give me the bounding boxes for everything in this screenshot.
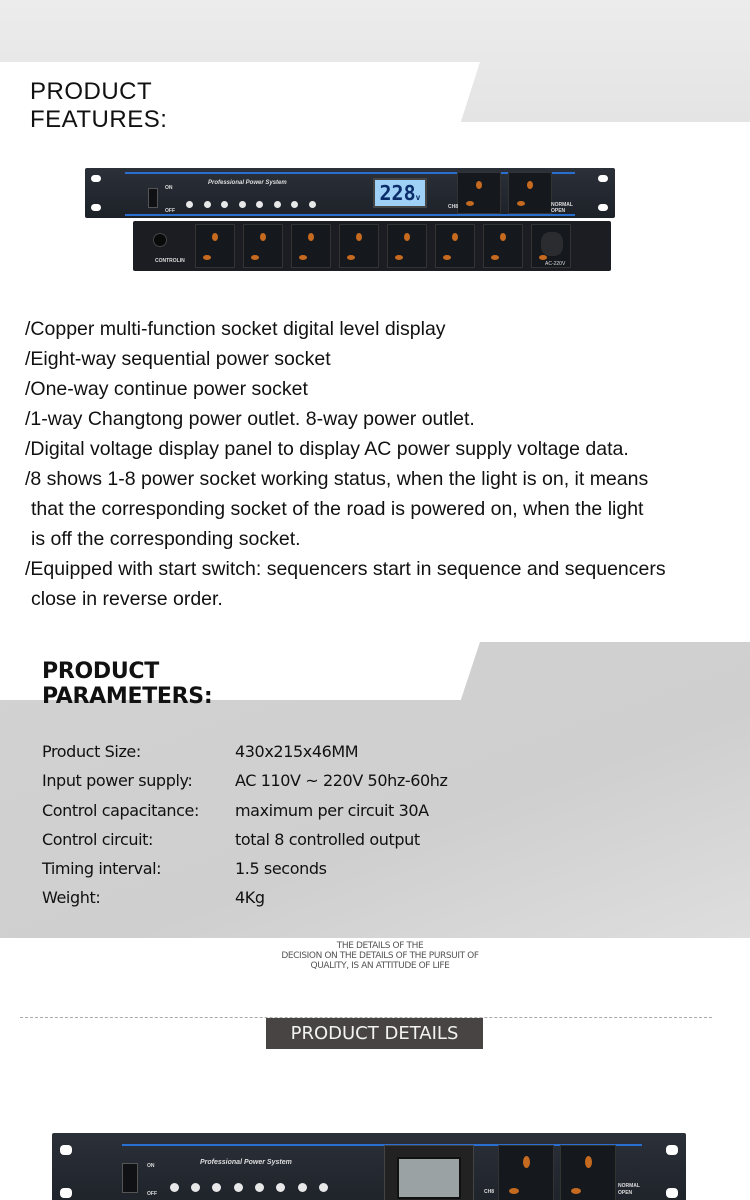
product-image-sequencer: ON OFF Professional Power System 228v CH8 NORMAL OPEN CONTROLIN AC-220V <box>85 168 615 273</box>
feature-item: /1-way Changtong power outlet. 8-way power outlet. <box>25 408 475 430</box>
socket-ch8 <box>457 172 501 214</box>
product-image-detail: ON OFF Professional Power System CH8 NORMAL OPEN <box>52 1133 686 1200</box>
control-jack-icon <box>153 233 167 247</box>
feature-item: /Eight-way sequential power socket <box>25 348 331 370</box>
product-details-label: PRODUCT DETAILS <box>266 1018 483 1049</box>
socket-normal-open <box>508 172 552 214</box>
feature-item: /Equipped with start switch: sequencers start in sequence and sequencers <box>25 558 666 580</box>
brand-text: Professional Power System <box>208 180 287 186</box>
feature-item: /One-way continue power socket <box>25 378 308 400</box>
feature-item-continued: that the corresponding socket of the road is powered on, when the light <box>31 498 644 520</box>
feature-item-continued: close in reverse order. <box>31 588 223 610</box>
voltage-lcd: 228v <box>373 178 427 208</box>
feature-item-continued: is off the corresponding socket. <box>31 528 301 550</box>
feature-item: /Copper multi-function socket digital level display <box>25 318 446 340</box>
features-title: PRODUCT FEATURES: <box>30 78 168 133</box>
features-list <box>25 314 666 614</box>
power-switch-icon <box>148 188 158 208</box>
feature-item: /8 shows 1-8 power socket working status, when the light is on, it means <box>25 468 649 490</box>
slogan-text: THE DETAILS OF THE DECISION ON THE DETAILS OF THE PURSUIT OF QUALITY, IS AN ATTITUDE OF LIFE <box>281 941 479 971</box>
lcd-blank <box>397 1157 461 1199</box>
feature-item: /Digital voltage display panel to display AC power supply voltage data. <box>25 438 629 460</box>
ac-inlet-icon <box>541 232 563 256</box>
parameters-title: PRODUCT PARAMETERS: <box>42 659 213 709</box>
